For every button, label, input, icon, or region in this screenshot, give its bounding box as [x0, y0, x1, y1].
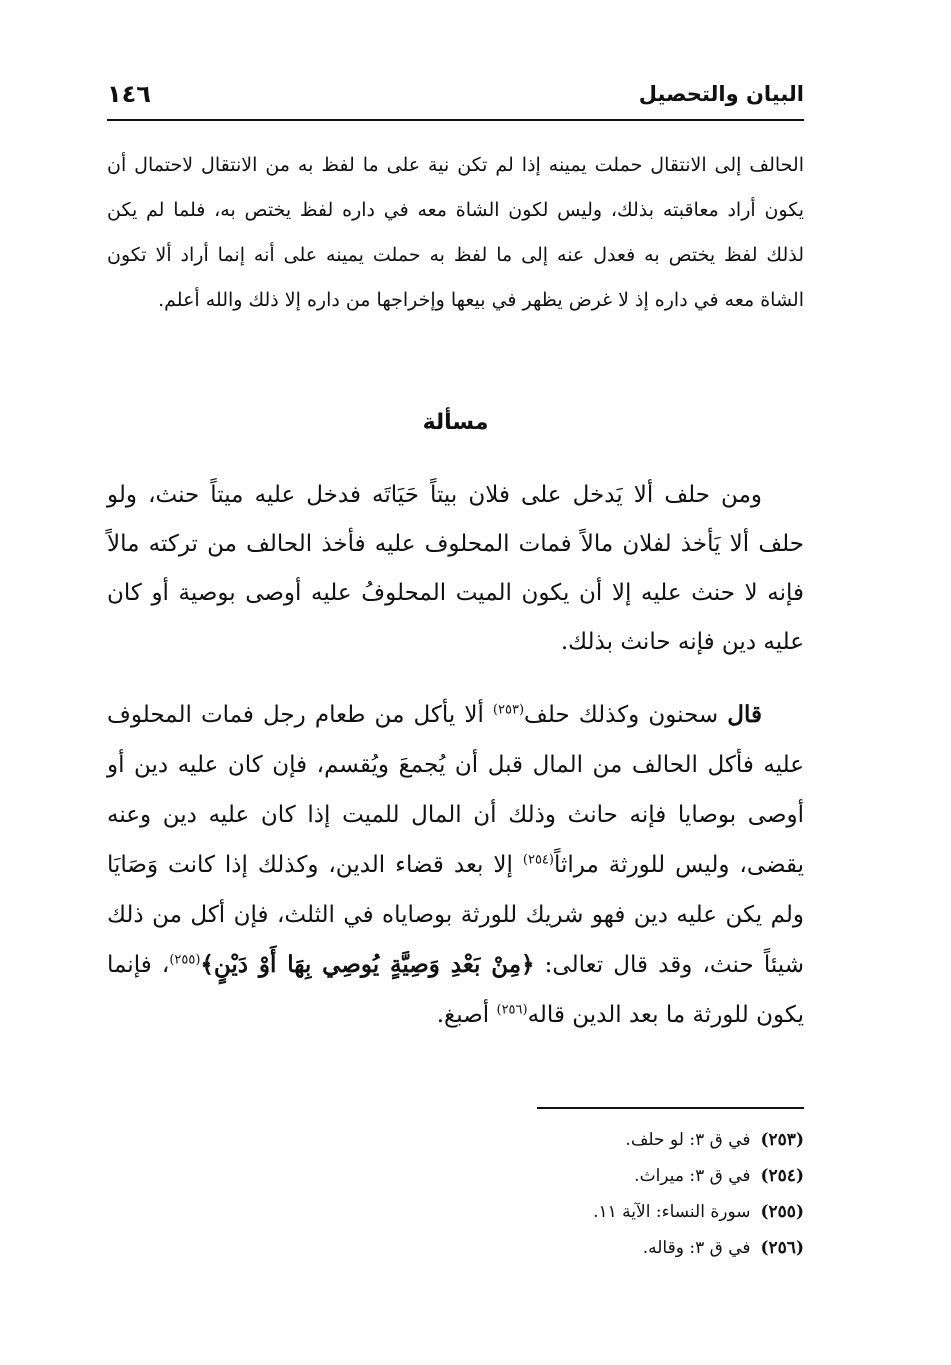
quote-paragraph	[107, 690, 804, 1040]
footnote-ref-256: (٢٥٦)	[496, 1002, 528, 1018]
footnote-text: في ق ٣: وقاله.	[642, 1238, 751, 1258]
quote-lead-word: قال	[727, 701, 762, 728]
footnote-text: في ق ٣: ميراث.	[634, 1166, 751, 1186]
case-paragraph: ومن حلف ألا يَدخل على فلان بيتاً حَيَاتَه فدخل عليه ميتاً حنث، ولو حلف ألا يَأخذ لفلان مالاً فمات المحلوف عليه فأخذ الحالف من تركته مالاً فإنه لا حنث عليه إلا أن يكون الميت المحلوفُ عليه أوصى بوصية أو كان عليه دين فإنه حانث بذلك.	[107, 482, 804, 655]
running-title: البيان والتحصيل	[638, 82, 804, 106]
footnote-item	[450, 1158, 804, 1194]
section-heading: مسألة	[422, 410, 489, 435]
footnote-number: (٢٥٣)	[760, 1130, 804, 1150]
footnote-text: في ق ٣: لو حلف.	[625, 1130, 751, 1150]
footnote-item	[450, 1122, 804, 1158]
quote-text-part-5: أصبغ.	[436, 1002, 497, 1028]
footnote-number: (٢٥٥)	[760, 1202, 804, 1222]
header-rule	[107, 119, 804, 121]
page-number: ١٤٦	[107, 80, 151, 108]
footnote-item	[450, 1230, 804, 1266]
footnote-ref-254: (٢٥٤)	[522, 852, 554, 868]
footnotes	[450, 1122, 804, 1266]
quote-text-part-2: ألا يأكل من طعام رجل فمات المحلوف عليه فأكل الحالف من المال قبل أن يُجمعَ ويُقسم، فإن كان عليه دين أو أوصى بوصايا فإنه حانث وذلك أن المال للميت إذا كان عليه دين وعنه يقضى، وليس للورثة مراثاً	[107, 702, 804, 878]
quote-text-part-1: سحنون وكذلك حلف	[524, 702, 728, 728]
footnote-number: (٢٥٤)	[760, 1166, 804, 1186]
footnote-separator	[537, 1107, 804, 1109]
quote-text-part-3: إلا بعد قضاء الدين، وكذلك إذا كانت وَصَايَا ولم يكن عليه دين فهو شريك للورثة بوصاياه في الثلث، فإن أكل من ذلك شيئاً حنث، وقد قال تعالى:	[107, 852, 805, 978]
footnote-text: سورة النساء: الآية ١١.	[593, 1202, 751, 1222]
quran-verse: ﴿مِنْ بَعْدِ وَصِيَّةٍ يُوصِي بِهَا أَوْ دَيْنٍ﴾	[200, 951, 535, 978]
footnote-number: (٢٥٦)	[760, 1238, 804, 1258]
quote-text-part-4: ، فإنما يكون للورثة ما بعد الدين قاله	[107, 952, 804, 1028]
intro-paragraph: الحالف إلى الانتقال حملت يمينه إذا لم تكن نية على ما لفظ به من الانتقال لاحتمال أن يكون أراد معاقبته بذلك، وليس لكون الشاة معه في داره لفظ يختص به، فلما لم يكن لذلك لفظ يختص به فعدل عنه إلى ما لفظ به حملت يمينه على أنه إنما أراد ألا تكون الشاة معه في داره إذ لا غرض يظهر في بيعها وإخراجها من داره إلا ذلك والله أعلم.	[107, 154, 804, 311]
footnote-ref-253: (٢٥٣)	[492, 702, 525, 718]
footnote-ref-255: (٢٥٥)	[169, 952, 201, 968]
footnote-item	[450, 1194, 804, 1230]
running-header	[107, 78, 804, 114]
